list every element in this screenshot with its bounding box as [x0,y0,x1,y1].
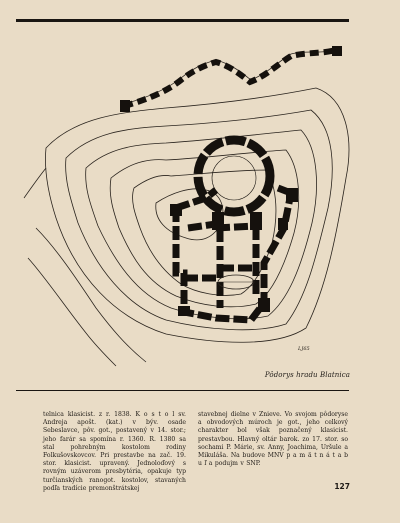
castle-floor-plan [16,28,356,368]
top-rule [16,19,349,22]
middle-rule [16,390,349,391]
paragraph-right: stavebnej dielne v Znieve. Vo svojom pôdoryse a obvodových múroch je got., jeho celkový charakter bol však poznačený klasicist. prestavbou. Hlavný oltár barok. zo 17. stor. so sochami P. Márie, sv. Anny, Joachima, Uršule a Mikuláša. Na budove MNV p a m ä t n á t a b u ľ a podujm v SNP. [198,411,348,468]
text-column-right [198,411,348,468]
drawing-signature: LJ65 [298,346,310,352]
text-column-left [43,411,186,493]
paragraph-left: telnica klasicist. z r. 1838. K o s t o l sv. Andreja apošt. (kat.) v býv. osade Sebeslavce, pôv. got., postavený v 14. stor.; jeho farár sa spomína r. 1360. R. 1380 sa stal pohrebným kostolom rodiny Folkušovskovcov. Pri prestavbe na zač. 19. stor. klasicist. upravený. Jednoloďový s rovným uzáverom presbytéria, opakuje typ turčianských ranogot. kostolov, stavaných podľa tradície premonštrátskej [43,411,186,492]
figure-caption: Pôdorys hradu Blatnica [264,371,350,379]
page-number: 127 [334,482,350,491]
